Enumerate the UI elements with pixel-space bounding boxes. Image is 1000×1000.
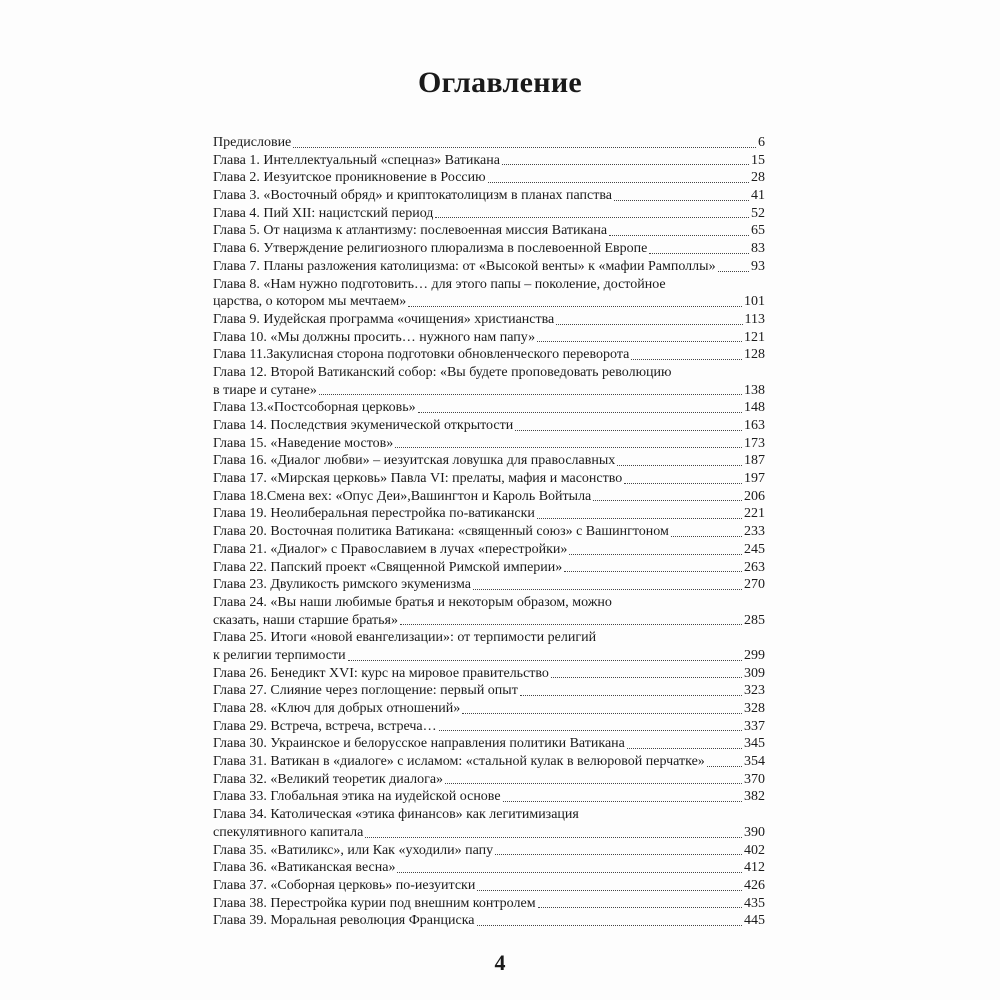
toc-entry-page: 148 xyxy=(744,400,765,416)
toc-entry xyxy=(213,541,765,559)
toc-entry-title: Глава 38. Перестройка курии под внешним контролем xyxy=(213,895,536,911)
toc-entry-page: 328 xyxy=(744,701,765,716)
toc-entry-page: 233 xyxy=(744,524,765,540)
dot-leader xyxy=(365,836,742,838)
toc-entry-title: Предисловие xyxy=(213,135,292,150)
dot-leader xyxy=(718,270,749,272)
toc-entry-title: Глава 31. Ватикан в «диалоге» с исламом: «стальной кулак в велюровой перчатке» xyxy=(213,754,705,770)
dot-leader xyxy=(473,588,742,590)
toc-entry xyxy=(213,523,765,541)
toc-entry-title: Глава 7. Планы разложения католицизма: от «Высокой венты» к «мафии Рамполлы» xyxy=(213,258,716,274)
dot-leader xyxy=(649,252,749,254)
toc-entry xyxy=(213,505,765,523)
dot-leader xyxy=(707,765,742,767)
table-of-contents xyxy=(213,134,765,930)
toc-entry xyxy=(213,877,765,895)
toc-entry-title: Глава 29. Встреча, встреча, встреча… xyxy=(213,718,437,734)
toc-entry-title: Глава 2. Иезуитское проникновение в Россию xyxy=(213,170,486,186)
toc-entry-page: 206 xyxy=(744,488,765,504)
dot-leader xyxy=(537,517,742,519)
toc-entry xyxy=(213,169,765,187)
toc-entry xyxy=(213,435,765,453)
toc-entry-title: Глава 9. Иудейская программа «очищения» христианства xyxy=(213,311,555,327)
dot-leader xyxy=(477,889,742,891)
toc-entry xyxy=(213,258,765,276)
toc-entry-title: Глава 11.Закулисная сторона подготовки обновленческого переворота xyxy=(213,347,630,363)
dot-leader xyxy=(537,340,742,342)
toc-entry xyxy=(213,629,765,664)
dot-leader xyxy=(293,146,756,148)
dot-leader xyxy=(624,482,742,484)
dot-leader xyxy=(502,163,749,165)
toc-entry xyxy=(213,788,765,806)
toc-entry xyxy=(213,152,765,170)
toc-entry-page: 390 xyxy=(744,824,765,840)
toc-entry xyxy=(213,222,765,240)
toc-entry-title: Глава 26. Бенедикт XVI: курс на мировое правительство xyxy=(213,665,549,681)
toc-entry-page: 263 xyxy=(744,559,765,575)
toc-entry-title: Глава 1. Интеллектуальный «спецназ» Ватикана xyxy=(213,152,500,168)
toc-entry-page: 370 xyxy=(744,771,765,787)
toc-entry xyxy=(213,700,765,718)
toc-entry xyxy=(213,399,765,417)
dot-leader xyxy=(538,906,742,908)
dot-leader xyxy=(627,747,742,749)
dot-leader xyxy=(319,393,742,395)
toc-entry-title: Глава 25. Итоги «новой евангелизации»: от терпимости религий xyxy=(213,630,597,646)
toc-entry-title: Глава 21. «Диалог» с Православием в лучах «перестройки» xyxy=(213,541,568,557)
toc-entry-title: Глава 4. Пий XII: нацистский период xyxy=(213,205,434,221)
dot-leader xyxy=(614,199,749,201)
toc-entry-title: к религии терпимости xyxy=(213,647,346,663)
toc-entry-page: 426 xyxy=(744,877,765,893)
dot-leader xyxy=(439,729,742,731)
dot-leader xyxy=(671,535,742,537)
toc-entry-page: 382 xyxy=(744,789,765,805)
dot-leader xyxy=(515,429,742,431)
toc-entry-page: 337 xyxy=(744,718,765,734)
dot-leader xyxy=(477,924,742,926)
toc-entry-page: 270 xyxy=(744,577,765,593)
toc-entry-title: Глава 28. «Ключ для добрых отношений» xyxy=(213,701,461,716)
toc-entry-title: Глава 23. Двуликость римского экуменизма xyxy=(213,577,471,593)
toc-entry-page: 138 xyxy=(744,382,765,398)
dot-leader xyxy=(551,676,742,678)
dot-leader xyxy=(462,712,742,714)
toc-entry-title: спекулятивного капитала xyxy=(213,824,364,840)
toc-entry-page: 354 xyxy=(744,754,765,770)
toc-entry-title: Глава 12. Второй Ватиканский собор: «Вы будете проповедовать революцию xyxy=(213,364,672,380)
page-number: 4 xyxy=(494,950,506,975)
toc-entry xyxy=(213,559,765,577)
toc-entry-page: 345 xyxy=(744,736,765,752)
dot-leader xyxy=(556,323,742,325)
dot-leader xyxy=(593,499,742,501)
toc-entry-page: 221 xyxy=(744,506,765,522)
toc-entry-page: 41 xyxy=(751,188,765,204)
toc-entry-page: 101 xyxy=(744,294,765,310)
toc-entry xyxy=(213,329,765,347)
toc-entry-page: 83 xyxy=(751,241,765,257)
toc-entry xyxy=(213,859,765,877)
toc-entry-title: Глава 17. «Мирская церковь» Павла VI: прелаты, мафия и масонство xyxy=(213,471,623,487)
toc-entry-title: Глава 16. «Диалог любви» – иезуитская ловушка для православных xyxy=(213,453,616,469)
toc-entry xyxy=(213,488,765,506)
toc-entry-page: 245 xyxy=(744,541,765,557)
toc-entry-page: 323 xyxy=(744,683,765,699)
toc-entry-page: 28 xyxy=(751,170,765,186)
toc-entry-title: в тиаре и сутане» xyxy=(213,382,317,398)
toc-entry-page: 121 xyxy=(744,329,765,345)
toc-entry-page: 52 xyxy=(751,205,765,221)
toc-entry-title: Глава 18.Смена вех: «Опус Деи»,Вашингтон и Кароль Войтыла xyxy=(213,488,592,504)
toc-entry-title: Глава 24. «Вы наши любимые братья и некоторым образом, можно xyxy=(213,594,612,610)
dot-leader xyxy=(400,623,742,625)
toc-entry-title: Глава 13.«Постсоборная церковь» xyxy=(213,400,416,416)
dot-leader xyxy=(503,800,742,802)
dot-leader xyxy=(408,305,742,307)
toc-entry xyxy=(213,806,765,841)
toc-entry-page: 197 xyxy=(744,471,765,487)
toc-entry xyxy=(213,682,765,700)
toc-entry xyxy=(213,276,765,311)
dot-leader xyxy=(395,446,742,448)
toc-entry-title: Глава 32. «Великий теоретик диалога» xyxy=(213,771,444,787)
toc-entry xyxy=(213,346,765,364)
page-title: Оглавление xyxy=(417,66,583,99)
toc-entry-page: 309 xyxy=(744,665,765,681)
dot-leader xyxy=(488,181,749,183)
toc-entry xyxy=(213,753,765,771)
toc-entry-title: Глава 37. «Соборная церковь» по-иезуитски xyxy=(213,877,476,893)
toc-entry xyxy=(213,576,765,594)
toc-entry-title: Глава 10. «Мы должны просить… нужного нам папу» xyxy=(213,329,536,345)
toc-entry xyxy=(213,205,765,223)
toc-entry-title: Глава 22. Папский проект «Священной Римской империи» xyxy=(213,559,563,575)
toc-entry-page: 299 xyxy=(744,647,765,663)
toc-entry-title: Глава 30. Украинское и белорусское направления политики Ватикана xyxy=(213,736,625,752)
toc-entry-title: Глава 8. «Нам нужно подготовить… для этого папы – поколение, достойное xyxy=(213,276,666,292)
toc-entry xyxy=(213,771,765,789)
toc-entry-page: 173 xyxy=(744,435,765,451)
toc-entry-title: Глава 27. Слияние через поглощение: первый опыт xyxy=(213,683,518,699)
toc-entry-title: Глава 5. От нацизма к атлантизму: послевоенная миссия Ватикана xyxy=(213,223,608,239)
toc-entry xyxy=(213,912,765,930)
toc-entry-page: 187 xyxy=(744,453,765,469)
dot-leader xyxy=(418,411,742,413)
toc-entry-page: 445 xyxy=(744,913,765,929)
toc-entry xyxy=(213,134,765,152)
toc-entry-title: Глава 35. «Ватиликс», или Как «уходили» папу xyxy=(213,842,494,858)
toc-entry-page: 6 xyxy=(758,135,765,150)
dot-leader xyxy=(569,553,742,555)
toc-entry-title: Глава 34. Католическая «этика финансов» как легитимизация xyxy=(213,807,579,823)
toc-entry-title: Глава 3. «Восточный обряд» и криптокатолицизм в планах папства xyxy=(213,188,613,204)
toc-entry xyxy=(213,470,765,488)
dot-leader xyxy=(435,216,749,218)
toc-entry-title: Глава 15. «Наведение мостов» xyxy=(213,435,394,451)
toc-entry-page: 435 xyxy=(744,895,765,911)
toc-entry-title: Глава 33. Глобальная этика на иудейской основе xyxy=(213,789,501,805)
toc-entry xyxy=(213,718,765,736)
toc-entry-page: 15 xyxy=(751,152,765,168)
toc-entry xyxy=(213,735,765,753)
toc-entry xyxy=(213,665,765,683)
toc-entry-page: 128 xyxy=(744,347,765,363)
dot-leader xyxy=(495,853,742,855)
toc-entry-page: 412 xyxy=(744,860,765,876)
toc-entry xyxy=(213,311,765,329)
toc-entry-title: Глава 39. Моральная революция Франциска xyxy=(213,913,475,929)
toc-entry-title: Глава 20. Восточная политика Ватикана: «священный союз» с Вашингтоном xyxy=(213,524,669,540)
toc-entry-page: 113 xyxy=(744,311,765,327)
dot-leader xyxy=(617,464,742,466)
dot-leader xyxy=(564,570,742,572)
toc-entry-page: 93 xyxy=(751,258,765,274)
toc-entry xyxy=(213,452,765,470)
toc-entry xyxy=(213,240,765,258)
toc-entry xyxy=(213,594,765,629)
toc-entry xyxy=(213,842,765,860)
dot-leader xyxy=(348,659,742,661)
toc-entry xyxy=(213,364,765,399)
toc-entry-title: сказать, наши старшие братья» xyxy=(213,612,399,628)
toc-entry-page: 402 xyxy=(744,842,765,858)
dot-leader xyxy=(520,694,742,696)
toc-entry-page: 285 xyxy=(744,612,765,628)
dot-leader xyxy=(445,782,742,784)
toc-entry-title: Глава 6. Утверждение религиозного плюрализма в послевоенной Европе xyxy=(213,241,648,257)
toc-entry-title: Глава 36. «Ватиканская весна» xyxy=(213,860,396,876)
toc-entry-page: 65 xyxy=(751,223,765,239)
dot-leader xyxy=(397,871,742,873)
toc-entry xyxy=(213,895,765,913)
dot-leader xyxy=(631,358,742,360)
toc-entry-page: 163 xyxy=(744,418,765,433)
dot-leader xyxy=(609,234,749,236)
toc-entry xyxy=(213,187,765,205)
toc-entry-title: Глава 19. Неолиберальная перестройка по-ватикански xyxy=(213,506,535,522)
toc-entry-title: царства, о котором мы мечтаем» xyxy=(213,294,407,310)
toc-entry xyxy=(213,417,765,435)
toc-entry-title: Глава 14. Последствия экуменической открытости xyxy=(213,418,514,433)
